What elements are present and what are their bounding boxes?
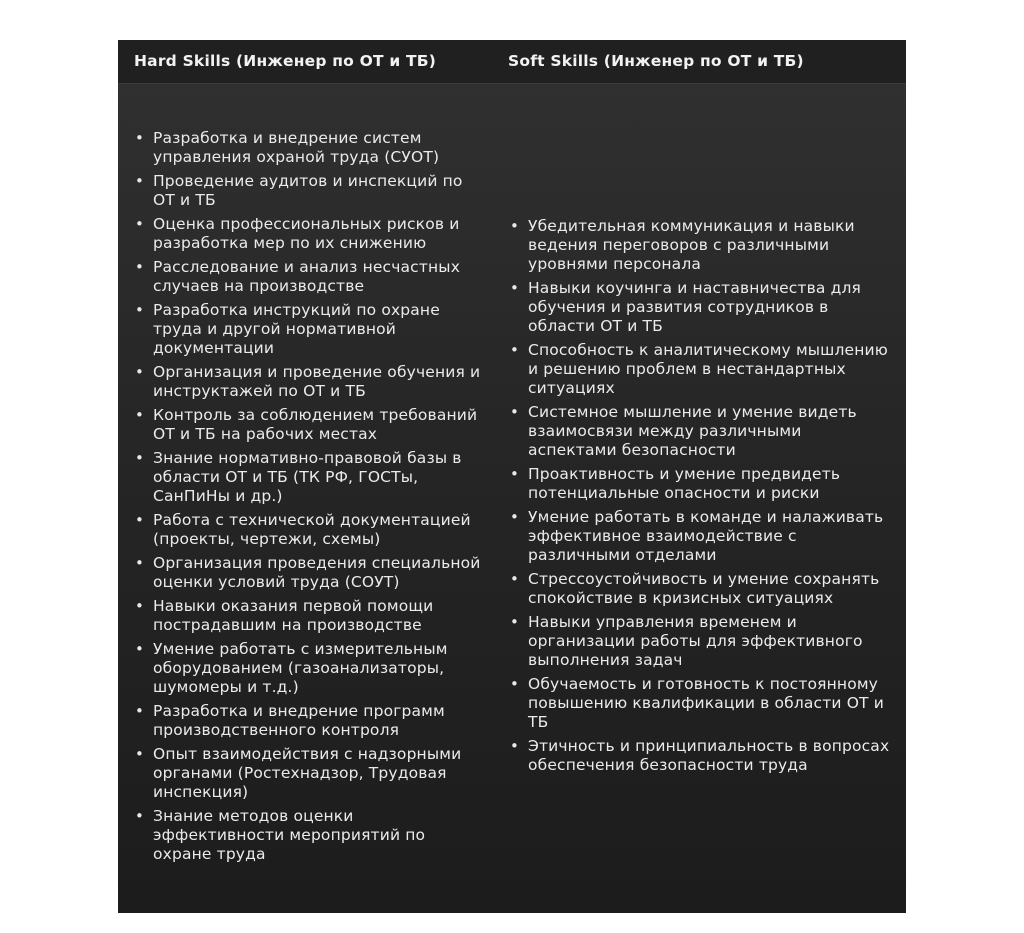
list-item: • Опыт взаимодействия с надзорными органами (Ростехнадзор, Трудовая инспекция): [132, 745, 482, 802]
hard-skills-header: Hard Skills (Инженер по ОТ и ТБ): [134, 52, 437, 70]
list-item: • Навыки коучинга и наставничества для обучения и развития сотрудников в области ОТ и ТБ: [507, 279, 892, 336]
list-item: • Организация проведения специальной оценки условий труда (СОУТ): [132, 554, 482, 592]
list-item: • Стрессоустойчивость и умение сохранять спокойствие в кризисных ситуациях: [507, 570, 892, 608]
list-item: • Работа с технической документацией (проекты, чертежи, схемы): [132, 511, 482, 549]
soft-skills-header: Soft Skills (Инженер по ОТ и ТБ): [508, 52, 804, 70]
list-item: • Разработка и внедрение систем управления охраной труда (СУОТ): [132, 129, 482, 167]
list-item: • Проактивность и умение предвидеть потенциальные опасности и риски: [507, 465, 892, 503]
soft-skills-column: [507, 84, 892, 913]
hard-skills-list: [132, 129, 482, 869]
skills-table: [118, 40, 906, 913]
list-item: • Расследование и анализ несчастных случаев на производстве: [132, 258, 482, 296]
list-item: • Знание нормативно-правовой базы в области ОТ и ТБ (ТК РФ, ГОСТы, СанПиНы и др.): [132, 449, 482, 506]
list-item: • Системное мышление и умение видеть взаимосвязи между различными аспектами безопасности: [507, 403, 892, 460]
soft-skills-list: [507, 217, 892, 780]
list-item: • Навыки управления временем и организации работы для эффективного выполнения задач: [507, 613, 892, 670]
list-item: • Убедительная коммуникация и навыки ведения переговоров с различными уровнями персонала: [507, 217, 892, 274]
list-item: • Умение работать с измерительным оборудованием (газоанализаторы, шумомеры и т.д.): [132, 640, 482, 697]
list-item: • Оценка профессиональных рисков и разработка мер по их снижению: [132, 215, 482, 253]
list-item: • Умение работать в команде и налаживать эффективное взаимодействие с различными отделами: [507, 508, 892, 565]
list-item: • Разработка инструкций по охране труда и другой нормативной документации: [132, 301, 482, 358]
list-item: • Этичность и принципиальность в вопросах обеспечения безопасности труда: [507, 737, 892, 775]
list-item: • Разработка и внедрение программ производственного контроля: [132, 702, 482, 740]
list-item: • Проведение аудитов и инспекций по ОТ и ТБ: [132, 172, 482, 210]
table-body: [118, 84, 906, 913]
list-item: • Знание методов оценки эффективности мероприятий по охране труда: [132, 807, 482, 864]
list-item: • Способность к аналитическому мышлению и решению проблем в нестандартных ситуациях: [507, 341, 892, 398]
list-item: • Обучаемость и готовность к постоянному повышению квалификации в области ОТ и ТБ: [507, 675, 892, 732]
table-header: [118, 40, 906, 84]
list-item: • Навыки оказания первой помощи пострадавшим на производстве: [132, 597, 482, 635]
list-item: • Организация и проведение обучения и инструктажей по ОТ и ТБ: [132, 363, 482, 401]
hard-skills-column: [132, 84, 482, 913]
list-item: • Контроль за соблюдением требований ОТ и ТБ на рабочих местах: [132, 406, 482, 444]
